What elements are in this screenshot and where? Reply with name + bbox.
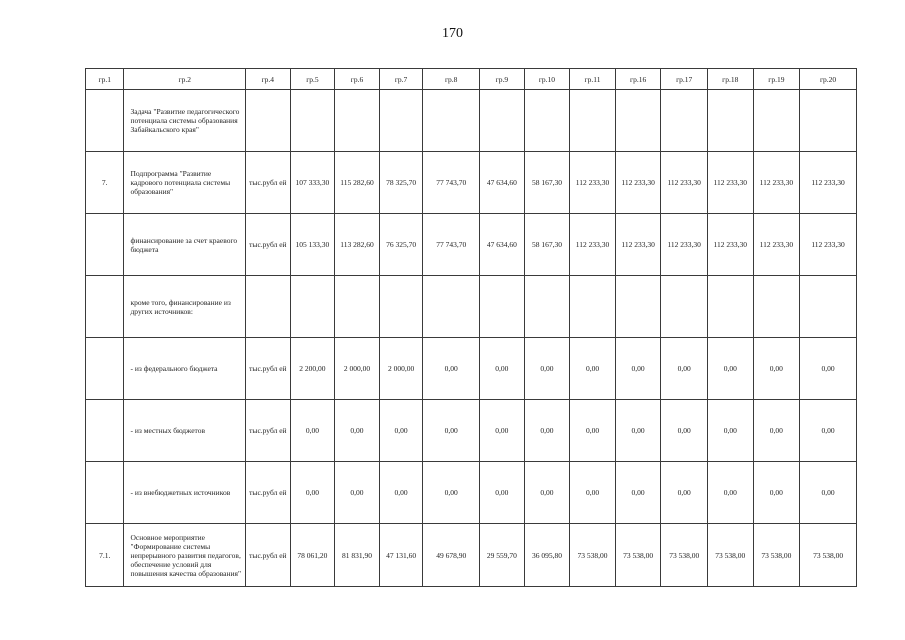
header-cell: гр.20: [800, 69, 857, 90]
value-cell: 112 233,30: [800, 152, 857, 214]
value-cell: 0,00: [615, 338, 661, 400]
value-cell: 0,00: [423, 338, 480, 400]
value-cell: 0,00: [379, 400, 423, 462]
row-number-cell: [86, 90, 124, 152]
value-cell: [615, 276, 661, 338]
value-cell: 0,00: [524, 462, 570, 524]
value-cell: 0,00: [290, 400, 335, 462]
value-cell: 112 233,30: [615, 152, 661, 214]
value-cell: 49 678,90: [423, 524, 480, 587]
value-cell: [480, 90, 525, 152]
value-cell: 73 538,00: [800, 524, 857, 587]
value-cell: 0,00: [661, 338, 708, 400]
header-cell: гр.9: [480, 69, 525, 90]
row-number-cell: [86, 338, 124, 400]
value-cell: 112 233,30: [800, 214, 857, 276]
unit-cell: тыс.рубл ей: [246, 400, 291, 462]
header-cell: гр.16: [615, 69, 661, 90]
value-cell: 0,00: [480, 400, 525, 462]
value-cell: 73 538,00: [707, 524, 753, 587]
unit-cell: [246, 276, 291, 338]
value-cell: [570, 276, 616, 338]
value-cell: [800, 90, 857, 152]
unit-cell: тыс.рубл ей: [246, 338, 291, 400]
unit-cell: [246, 90, 291, 152]
value-cell: [524, 90, 570, 152]
table-row: [86, 152, 857, 214]
table-row: [86, 338, 857, 400]
value-cell: 107 333,30: [290, 152, 335, 214]
value-cell: [661, 90, 708, 152]
unit-cell: тыс.рубл ей: [246, 524, 291, 587]
table-row: [86, 90, 857, 152]
value-cell: 78 061,20: [290, 524, 335, 587]
row-name-cell: Основное мероприятие "Формирование системы непрерывного развития педагогов, обеспечение условий для повышения качества образования": [124, 524, 246, 587]
table-row: [86, 462, 857, 524]
header-cell: гр.5: [290, 69, 335, 90]
table-row: [86, 214, 857, 276]
value-cell: 76 325,70: [379, 214, 423, 276]
header-cell: гр.7: [379, 69, 423, 90]
budget-table: [85, 68, 857, 587]
unit-cell: тыс.рубл ей: [246, 214, 291, 276]
value-cell: 58 167,30: [524, 152, 570, 214]
value-cell: 0,00: [753, 338, 800, 400]
value-cell: [423, 276, 480, 338]
value-cell: 112 233,30: [615, 214, 661, 276]
value-cell: 0,00: [524, 400, 570, 462]
value-cell: 29 559,70: [480, 524, 525, 587]
value-cell: 0,00: [707, 400, 753, 462]
value-cell: 0,00: [335, 462, 380, 524]
value-cell: 73 538,00: [661, 524, 708, 587]
value-cell: 0,00: [800, 400, 857, 462]
row-number-cell: [86, 276, 124, 338]
table-header-row: [86, 69, 857, 90]
value-cell: [524, 276, 570, 338]
value-cell: 36 095,80: [524, 524, 570, 587]
value-cell: 112 233,30: [570, 152, 616, 214]
table-row: [86, 276, 857, 338]
row-name-cell: - из внебюджетных источников: [124, 462, 246, 524]
value-cell: 105 133,30: [290, 214, 335, 276]
value-cell: 81 831,90: [335, 524, 380, 587]
row-name-cell: - из федерального бюджета: [124, 338, 246, 400]
row-name-cell: кроме того, финансирование из других источников:: [124, 276, 246, 338]
value-cell: 0,00: [707, 338, 753, 400]
value-cell: 77 743,70: [423, 152, 480, 214]
value-cell: 0,00: [661, 400, 708, 462]
value-cell: 112 233,30: [753, 214, 800, 276]
value-cell: [290, 276, 335, 338]
value-cell: 0,00: [480, 462, 525, 524]
value-cell: [379, 90, 423, 152]
value-cell: 77 743,70: [423, 214, 480, 276]
value-cell: 2 000,00: [379, 338, 423, 400]
value-cell: 115 282,60: [335, 152, 380, 214]
header-cell: гр.4: [246, 69, 291, 90]
header-cell: гр.17: [661, 69, 708, 90]
value-cell: 0,00: [524, 338, 570, 400]
value-cell: 112 233,30: [707, 214, 753, 276]
value-cell: 0,00: [707, 462, 753, 524]
value-cell: 2 200,00: [290, 338, 335, 400]
value-cell: 0,00: [661, 462, 708, 524]
value-cell: 0,00: [423, 462, 480, 524]
row-name-cell: Задача "Развитие педагогического потенциала системы образования Забайкальского края": [124, 90, 246, 152]
value-cell: [800, 276, 857, 338]
value-cell: 0,00: [570, 400, 616, 462]
value-cell: 0,00: [615, 400, 661, 462]
value-cell: 0,00: [570, 338, 616, 400]
value-cell: 0,00: [290, 462, 335, 524]
value-cell: [480, 276, 525, 338]
value-cell: 47 131,60: [379, 524, 423, 587]
value-cell: 112 233,30: [707, 152, 753, 214]
value-cell: 0,00: [570, 462, 616, 524]
row-name-cell: - из местных бюджетов: [124, 400, 246, 462]
value-cell: 47 634,60: [480, 214, 525, 276]
row-number-cell: [86, 214, 124, 276]
header-cell: гр.11: [570, 69, 616, 90]
value-cell: 0,00: [335, 400, 380, 462]
value-cell: [753, 276, 800, 338]
value-cell: 73 538,00: [615, 524, 661, 587]
row-number-cell: [86, 462, 124, 524]
value-cell: 0,00: [480, 338, 525, 400]
header-cell: гр.2: [124, 69, 246, 90]
value-cell: [335, 276, 380, 338]
value-cell: 0,00: [753, 400, 800, 462]
value-cell: [615, 90, 661, 152]
row-number-cell: 7.1.: [86, 524, 124, 587]
header-cell: гр.18: [707, 69, 753, 90]
value-cell: 47 634,60: [480, 152, 525, 214]
value-cell: [290, 90, 335, 152]
row-number-cell: 7.: [86, 152, 124, 214]
unit-cell: тыс.рубл ей: [246, 462, 291, 524]
value-cell: [707, 276, 753, 338]
value-cell: 78 325,70: [379, 152, 423, 214]
value-cell: 0,00: [753, 462, 800, 524]
header-cell: гр.8: [423, 69, 480, 90]
table-row: [86, 400, 857, 462]
value-cell: [753, 90, 800, 152]
value-cell: 0,00: [800, 462, 857, 524]
value-cell: [707, 90, 753, 152]
value-cell: [661, 276, 708, 338]
value-cell: 0,00: [615, 462, 661, 524]
row-number-cell: [86, 400, 124, 462]
row-name-cell: Подпрограмма "Развитие кадрового потенциала системы образования": [124, 152, 246, 214]
value-cell: 0,00: [423, 400, 480, 462]
value-cell: 112 233,30: [753, 152, 800, 214]
value-cell: 0,00: [379, 462, 423, 524]
value-cell: [570, 90, 616, 152]
value-cell: 113 282,60: [335, 214, 380, 276]
header-cell: гр.1: [86, 69, 124, 90]
header-cell: гр.6: [335, 69, 380, 90]
value-cell: 112 233,30: [661, 214, 708, 276]
value-cell: 2 000,00: [335, 338, 380, 400]
header-cell: гр.19: [753, 69, 800, 90]
header-cell: гр.10: [524, 69, 570, 90]
unit-cell: тыс.рубл ей: [246, 152, 291, 214]
row-name-cell: финансирование за счет краевого бюджета: [124, 214, 246, 276]
value-cell: [423, 90, 480, 152]
value-cell: 58 167,30: [524, 214, 570, 276]
value-cell: 73 538,00: [570, 524, 616, 587]
table-row: [86, 524, 857, 587]
value-cell: [335, 90, 380, 152]
page-number: 170: [442, 26, 463, 41]
value-cell: 0,00: [800, 338, 857, 400]
value-cell: 112 233,30: [661, 152, 708, 214]
value-cell: [379, 276, 423, 338]
value-cell: 112 233,30: [570, 214, 616, 276]
value-cell: 73 538,00: [753, 524, 800, 587]
